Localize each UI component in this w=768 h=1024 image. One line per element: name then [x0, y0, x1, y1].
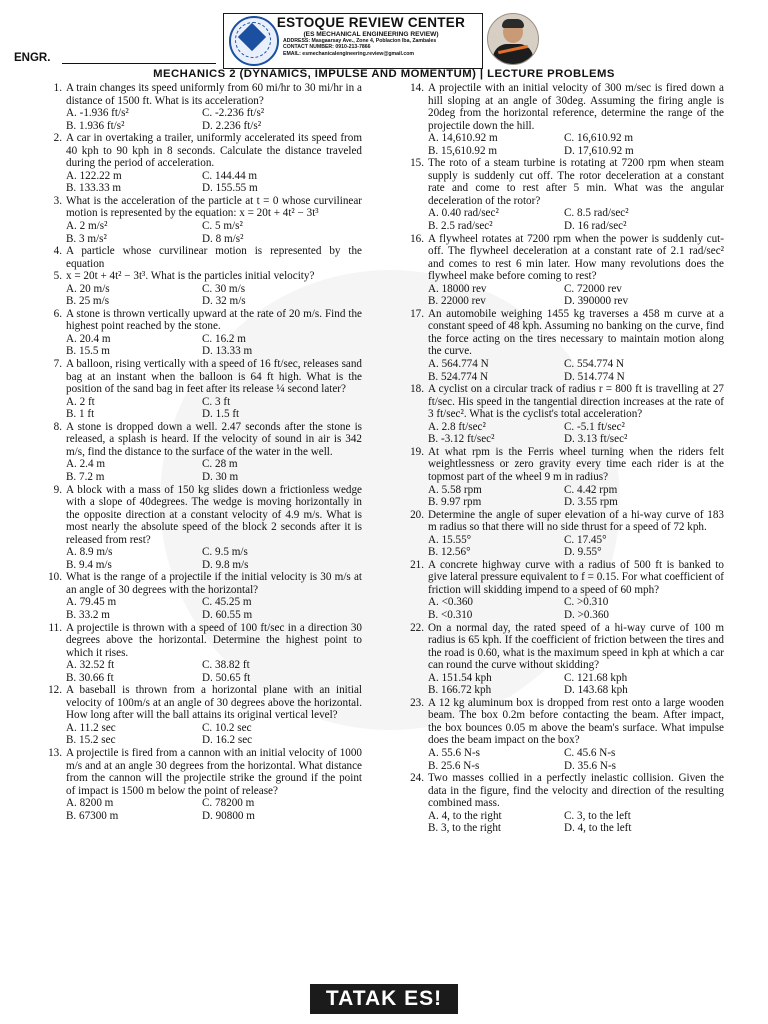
question-item [53, 132, 362, 195]
choice-a: A. 8200 m [66, 797, 114, 810]
choice-c: C. >0.310 [564, 596, 609, 609]
question-text: Determine the angle of super elevation of a hi-way curve of 183 m radius so that there will no side thrust for a speed of 72 kph. [428, 508, 724, 534]
question-text-block [410, 307, 724, 358]
question-number: 3. [53, 194, 62, 207]
question-number: 24. [410, 772, 424, 785]
choice-row [428, 371, 724, 384]
choice-d: D. 50.65 ft [202, 671, 251, 684]
question-text-block [53, 270, 362, 283]
choice-b: B. 15.2 sec [66, 734, 116, 747]
choice-b: B. 2.5 rad/sec² [428, 220, 493, 233]
choice-d: D. 30 m [202, 470, 239, 483]
choice-c: C. 30 m/s [202, 282, 246, 295]
choice-b: B. 15,610.92 m [428, 144, 498, 157]
choice-row [66, 107, 362, 120]
choice-row [428, 283, 724, 296]
choice-row [66, 596, 362, 609]
choice-b: B. 25 m/s [66, 295, 110, 308]
choice-row [428, 596, 724, 609]
choice-a: A. 5.58 rpm [428, 483, 482, 496]
choice-c: C. 9.5 m/s [202, 546, 248, 559]
choice-c: C. 16.2 m [202, 332, 246, 345]
choice-row [66, 797, 362, 810]
choice-b: B. 166.72 kph [428, 684, 492, 697]
choice-c: C. 78200 m [202, 797, 255, 810]
choice-c: C. 45.25 m [202, 596, 252, 609]
question-item [53, 483, 362, 572]
question-text-block [48, 684, 362, 722]
question-text-block [53, 132, 362, 170]
center-contact: CONTACT NUMBER: 0910-213-7866 [283, 44, 371, 51]
choice-b: B. 9.4 m/s [66, 558, 112, 571]
question-item [410, 383, 724, 446]
choice-d: D. 514.774 N [564, 370, 625, 383]
choice-row [428, 546, 724, 559]
choice-c: C. 554.774 N [564, 358, 625, 371]
question-text: A 12 kg aluminum box is dropped from rest onto a large wooden beam. The box 0.2m before contacting the beam. After impact, the box bounces 0.05 m above the beam's surface. What impulse does the beam impact on the box? [428, 696, 724, 747]
choice-row [428, 358, 724, 371]
choice-row [428, 421, 724, 434]
choice-d: D. 17,610.92 m [564, 144, 634, 157]
choice-row [66, 810, 362, 823]
choice-c: C. 121.68 kph [564, 671, 628, 684]
choice-a: A. 18000 rev [428, 282, 487, 295]
question-item [410, 696, 724, 772]
question-text-block [53, 82, 362, 107]
choice-d: D. 13.33 m [202, 345, 253, 358]
question-number: 6. [53, 307, 62, 320]
question-text-block [410, 383, 724, 421]
question-number: 11. [48, 621, 62, 634]
question-number: 4. [53, 245, 62, 258]
choice-row [428, 295, 724, 308]
choice-a: A. 55.6 N-s [428, 746, 480, 759]
center-subtitle: (ES MECHANICAL ENGINEERING REVIEW) [303, 31, 439, 38]
tatak-es-badge: TATAK ES! [310, 984, 458, 1014]
question-text-block [410, 508, 724, 534]
choice-c: C. 28 m [202, 458, 238, 471]
question-text-block [410, 232, 724, 283]
choice-a: A. 2 m/s² [66, 220, 108, 233]
question-text: A car in overtaking a trailer, uniformly accelerated its speed from 40 kph to 90 kph in 8 seconds. Calculate the distance traveled during the period of acceleration. [66, 132, 362, 170]
choice-c: C. 8.5 rad/sec² [564, 207, 629, 220]
question-item [410, 772, 724, 835]
choice-a: A. 2.8 ft/sec² [428, 420, 486, 433]
question-number: 20. [410, 508, 424, 521]
choice-b: B. 7.2 m [66, 470, 105, 483]
question-item [410, 508, 724, 559]
question-text: On a normal day, the rated speed of a hi-way curve of 100 m radius is 65 kph. If the coefficient of friction between the tires and the road is 0.60, what is the maximum speed in kph at which a car can round the curve without skidding? [428, 621, 724, 672]
question-item [53, 270, 362, 308]
question-item [48, 571, 362, 621]
question-item [53, 420, 362, 484]
question-text: What is the acceleration of the particle at t = 0 whose curvilinear motion is represented by the equation: x = 20t + 4t² − 3t³ [66, 194, 362, 220]
choice-b: B. -3.12 ft/sec² [428, 433, 495, 446]
question-text-block [410, 772, 724, 810]
instructor-avatar [487, 13, 539, 65]
choice-d: D. 9.8 m/s [202, 558, 249, 571]
choice-a: A. 4, to the right [428, 809, 502, 822]
choice-row [66, 471, 362, 484]
question-item [53, 82, 362, 132]
choice-b: B. 133.33 m [66, 182, 122, 195]
question-text: A stone is thrown vertically upward at the rate of 20 m/s. Find the highest point reached by the stone. [66, 307, 362, 333]
choice-row [428, 822, 724, 835]
choice-row [66, 170, 362, 183]
choice-a: A. 564.774 N [428, 358, 489, 371]
choice-row [428, 760, 724, 773]
page-title: MECHANICS 2 (DYNAMICS, IMPULSE AND MOMENTUM) | LECTURE PROBLEMS [153, 68, 615, 80]
question-text-block [410, 82, 724, 132]
question-text-block [410, 445, 724, 484]
question-number: 22. [410, 621, 424, 634]
question-number: 14. [410, 82, 424, 94]
question-text-block [410, 157, 724, 207]
question-number: 10. [48, 571, 62, 584]
choice-row [66, 283, 362, 296]
choice-row [428, 534, 724, 547]
question-item [410, 621, 724, 697]
choice-d: D. 3.13 ft/sec² [564, 433, 628, 446]
choice-row [428, 810, 724, 823]
choice-row [428, 484, 724, 497]
question-text: A particle whose curvilinear motion is represented by the equation [66, 245, 362, 270]
center-address: ADDRESS: Masgaarsay Ave., Zone 4, Poblacion Iba, Zambales [283, 38, 437, 44]
choice-c: C. -2.236 ft/s² [202, 107, 265, 120]
choice-row [66, 233, 362, 246]
choice-a: A. 79.45 m [66, 596, 117, 609]
question-text: A balloon, rising vertically with a speed of 16 ft/sec, releases sand bag at an instant when the balloon is 64 ft high. What is the position of the sand bag in feet after its release ¼ second later? [66, 358, 362, 396]
question-text: At what rpm is the Ferris wheel turning when the riders felt weightlessness or zero gravity every time each rider is at the topmost part of the wheel 9 m in radius? [428, 445, 724, 483]
choice-row [66, 345, 362, 358]
choice-c: C. 3 ft [202, 395, 231, 408]
choice-b: B. 33.2 m [66, 608, 110, 621]
question-number: 18. [410, 383, 424, 396]
choice-c: C. 5 m/s² [202, 220, 243, 233]
question-item [410, 82, 724, 157]
choice-row [428, 609, 724, 622]
question-text: x = 20t + 4t² − 3t³. What is the particles initial velocity? [66, 270, 315, 283]
choice-a: A. 2 ft [66, 395, 95, 408]
question-text-block [53, 245, 362, 270]
choice-a: A. 15.55° [428, 533, 472, 546]
question-text: A baseball is thrown from a horizontal plane with an initial velocity of 100m/s at an angle of 30 degrees above the horizontal. How long after will the ball attains its original vertical level? [66, 684, 362, 722]
choice-row [66, 408, 362, 421]
choice-c: C. 72000 rev [564, 282, 622, 295]
left-column [48, 82, 362, 822]
choice-c: C. 10.2 sec [202, 721, 252, 734]
question-text: A train changes its speed uniformly from 60 mi/hr to 30 mi/hr in a distance of 1500 ft. What is its acceleration? [66, 82, 362, 107]
question-item [410, 232, 724, 308]
question-text: Two masses collied in a perfectly inelastic collision. Given the data in the figure, find the velocity and direction of the resulting combined mass. [428, 772, 724, 810]
choice-a: A. 151.54 kph [428, 671, 492, 684]
question-item [410, 558, 724, 622]
question-text-block [53, 420, 362, 459]
choice-b: B. 12.56° [428, 546, 471, 559]
question-item [53, 194, 362, 245]
question-item [53, 358, 362, 421]
question-item [48, 746, 362, 822]
question-number: 13. [48, 746, 62, 759]
question-text: An automobile weighing 1455 kg traverses a 458 m curve at a constant speed of 48 kph. Assuming no banking on the curve, find the force acting on the tires necessary to maintain motion along the curve. [428, 307, 724, 358]
question-number: 5. [53, 270, 62, 283]
choice-row [66, 120, 362, 133]
choice-a: A. 20.4 m [66, 332, 111, 345]
question-text-block [53, 194, 362, 220]
question-text: A projectile with an initial velocity of 300 m/sec is fired down a hill sloping at an angle of 30deg. Assuming the firing angle is 20deg from the horizontal reference, determine the range of the projectile down the hill. [428, 82, 724, 132]
question-number: 12. [48, 684, 62, 697]
question-number: 21. [410, 558, 424, 571]
choice-b: B. 524.774 N [428, 370, 489, 383]
question-item [410, 445, 724, 509]
question-text: A projectile is thrown with a speed of 100 ft/sec in a direction 30 degrees above the horizontal. Determine the highest point to which it rises. [66, 621, 362, 659]
question-number: 7. [53, 358, 62, 371]
choice-row [428, 672, 724, 685]
choice-d: D. 143.68 kph [564, 684, 628, 697]
name-blank-line [62, 63, 216, 64]
question-text-block [53, 307, 362, 333]
right-column [410, 82, 724, 835]
choice-a: A. <0.360 [428, 596, 473, 609]
header-text [276, 15, 479, 57]
choice-row [66, 559, 362, 572]
question-text: A stone is dropped down a well. 2.47 seconds after the stone is released, a splash is heard. If the velocity of sound in air is 342 m/s, find the distance to the surface of the water in the well. [66, 420, 362, 458]
question-item [53, 245, 362, 270]
question-text-block [48, 571, 362, 596]
choice-d: D. 2.236 ft/s² [202, 119, 262, 132]
choice-d: D. 3.55 rpm [564, 496, 618, 509]
choice-d: D. 8 m/s² [202, 232, 244, 245]
choice-row [428, 747, 724, 760]
question-number: 8. [53, 420, 62, 433]
choice-a: A. 14,610.92 m [428, 132, 498, 145]
question-item [48, 684, 362, 747]
question-number: 19. [410, 445, 424, 458]
choice-row [66, 333, 362, 346]
choice-d: D. >0.360 [564, 608, 609, 621]
choice-d: D. 90800 m [202, 809, 255, 822]
choice-d: D. 35.6 N-s [564, 759, 616, 772]
choice-row [66, 734, 362, 747]
choice-a: A. 20 m/s [66, 282, 110, 295]
choice-row [66, 672, 362, 685]
choice-b: B. 1.936 ft/s² [66, 119, 125, 132]
choice-b: B. 15.5 m [66, 345, 110, 358]
question-number: 16. [410, 232, 424, 245]
choice-row [66, 458, 362, 471]
question-number: 9. [53, 483, 62, 496]
question-text-block [410, 621, 724, 672]
choice-c: C. 3, to the left [564, 809, 631, 822]
choice-row [66, 220, 362, 233]
question-number: 17. [410, 307, 424, 320]
choice-row [66, 396, 362, 409]
question-number: 1. [53, 82, 62, 94]
choice-a: A. 32.52 ft [66, 659, 115, 672]
choice-c: C. 45.6 N-s [564, 746, 616, 759]
question-item [48, 621, 362, 685]
choice-d: D. 390000 rev [564, 295, 629, 308]
choice-b: B. 3, to the right [428, 822, 502, 835]
choice-b: B. 3 m/s² [66, 232, 107, 245]
question-item [410, 307, 724, 383]
question-number: 15. [410, 157, 424, 170]
center-email: EMAIL: esmechanicalengineering.review@gmail.com [283, 50, 415, 57]
choice-d: D. 60.55 m [202, 608, 253, 621]
choice-a: A. 2.4 m [66, 458, 105, 471]
choice-a: A. 11.2 sec [66, 721, 116, 734]
choice-a: A. -1.936 ft/s² [66, 107, 129, 120]
choice-c: C. 38.82 ft [202, 659, 250, 672]
question-text: A concrete highway curve with a radius of 500 ft is banked to give lateral pressure equivalent to f = 0.15. For what coefficient of friction will skidding impend to a speed of 60 mph? [428, 558, 724, 596]
engr-label: ENGR. [14, 52, 51, 64]
choice-d: D. 1.5 ft [202, 408, 240, 421]
question-text: What is the range of a projectile if the initial velocity is 30 m/s at an angle of 30 degrees with the horizontal? [66, 571, 362, 596]
choice-b: B. 25.6 N-s [428, 759, 480, 772]
question-text: The roto of a steam turbine is rotating at 7200 rpm when steam supply is suddenly cut off. The rotor deceleration at a constant rate and come to rest after 5 min. What was the angular deceleration of the rotor? [428, 157, 724, 207]
choice-a: A. 122.22 m [66, 169, 122, 182]
choice-row [66, 722, 362, 735]
question-text: A cyclist on a circular track of radius r = 800 ft is travelling at 27 ft/sec. His speed in the tangential direction increases at the rate of 3 ft/sec². What is the cyclist's total acceleration? [428, 383, 724, 421]
question-text-block [410, 558, 724, 597]
question-text-block [53, 358, 362, 396]
choice-c: C. 144.44 m [202, 169, 258, 182]
choice-row [66, 182, 362, 195]
question-item [410, 157, 724, 233]
question-text: A block with a mass of 150 kg slides down a frictionless wedge with a slope of 40degrees. The wedge is moving horizontally in the opposite direction at a constant velocity of 4.9 m/s. What is most nearly the absolute speed of the block 2 seconds after it is released from rest? [66, 483, 362, 546]
question-text-block [53, 483, 362, 547]
choice-b: B. 22000 rev [428, 295, 486, 308]
choice-d: D. 155.55 m [202, 182, 258, 195]
choice-c: C. 4.42 rpm [564, 483, 618, 496]
choice-row [66, 659, 362, 672]
choice-c: C. 16,610.92 m [564, 132, 634, 145]
avatar-hair [502, 19, 524, 28]
question-text-block [410, 696, 724, 747]
question-text: A flywheel rotates at 7200 rpm when the power is suddenly cut-off. The flywheel deceleration at a constant rate of 2.1 rad/sec² and comes to rest 6 min later. How many revolutions does the flywheel make before coming to rest? [428, 232, 724, 283]
center-name: ESTOQUE REVIEW CENTER [276, 15, 466, 30]
choice-row [428, 684, 724, 697]
choice-row [428, 207, 724, 220]
question-text: A projectile is fired from a cannon with an initial velocity of 1000 m/s and at an angle 30 degrees from the horizontal. What distance from the cannon will the projectile strike the ground if the point of impact is 1500 m below the point of release? [66, 746, 362, 797]
choice-d: D. 16 rad/sec² [564, 220, 627, 233]
choice-d: D. 16.2 sec [202, 734, 253, 747]
question-text-block [48, 746, 362, 797]
choice-c: C. 17.45° [564, 533, 607, 546]
question-item [53, 307, 362, 358]
choice-row [66, 546, 362, 559]
choice-b: B. 30.66 ft [66, 671, 114, 684]
question-text-block [48, 621, 362, 660]
choice-row [428, 132, 724, 145]
question-number: 23. [410, 696, 424, 709]
choice-b: B. 9.97 rpm [428, 496, 482, 509]
choice-row [428, 220, 724, 233]
choice-row [428, 433, 724, 446]
choice-row [66, 295, 362, 308]
question-number: 2. [53, 132, 62, 145]
choice-d: D. 9.55° [564, 546, 602, 559]
choice-a: A. 0.40 rad/sec² [428, 207, 499, 220]
choice-row [66, 609, 362, 622]
choice-d: D. 32 m/s [202, 295, 246, 308]
choice-a: A. 8.9 m/s [66, 546, 113, 559]
choice-c: C. -5.1 ft/sec² [564, 420, 625, 433]
choice-row [428, 145, 724, 158]
choice-d: D. 4, to the left [564, 822, 632, 835]
choice-b: B. 67300 m [66, 809, 119, 822]
choice-row [428, 496, 724, 509]
choice-b: B. <0.310 [428, 608, 473, 621]
choice-b: B. 1 ft [66, 408, 95, 421]
